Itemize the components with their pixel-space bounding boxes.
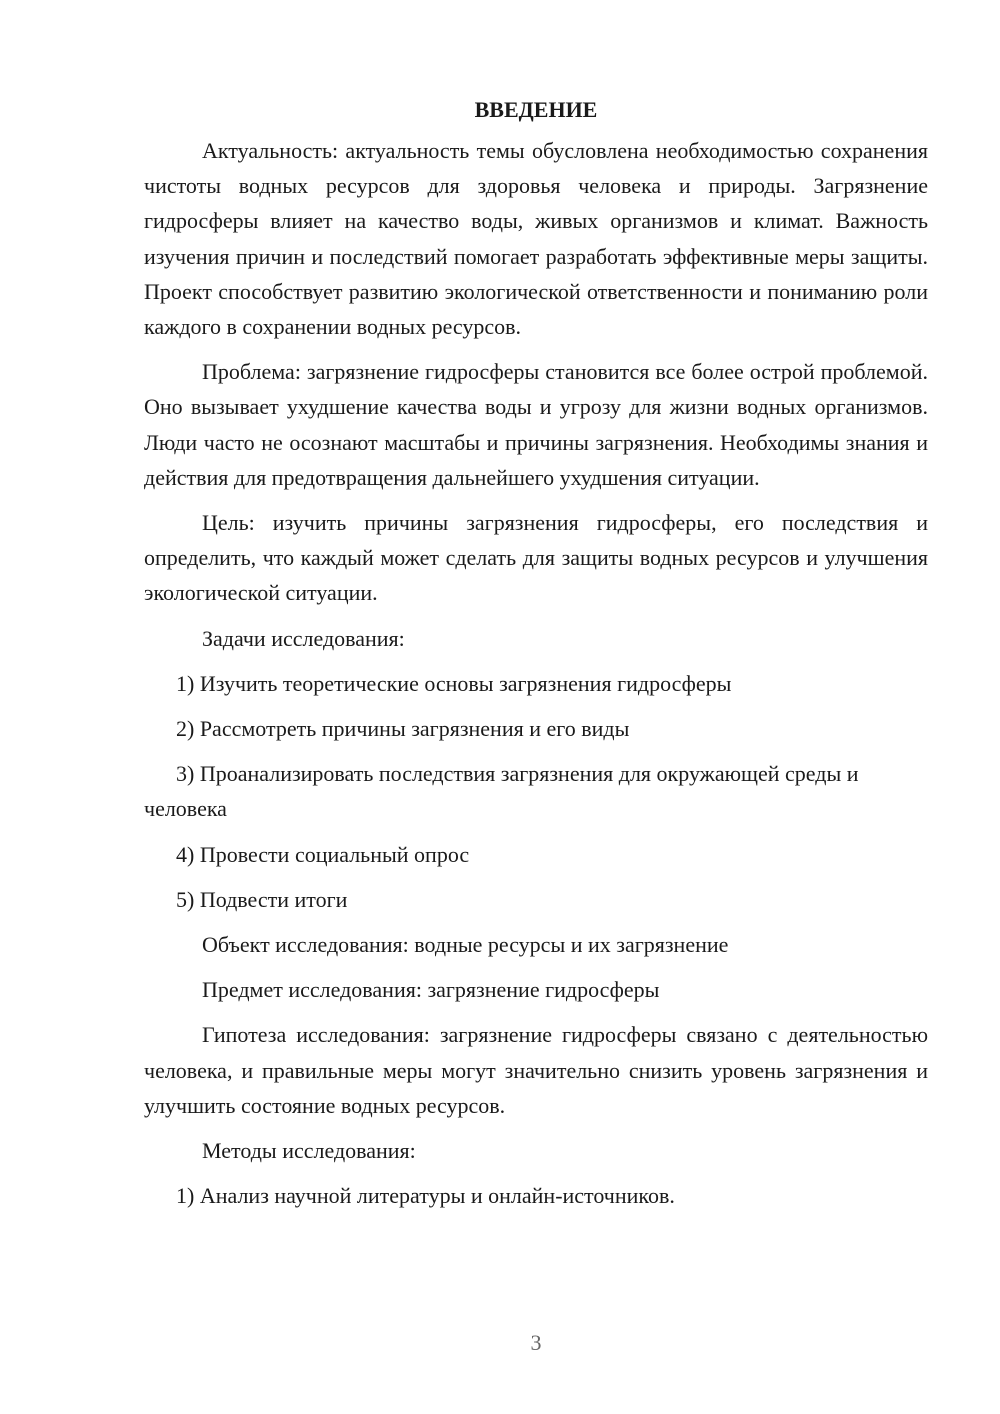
tasks-title: Задачи исследования: — [202, 625, 405, 651]
goal-paragraph: Цель: изучить причины загрязнения гидросферы, его последствия и определить, что каждый может сделать для защиты водных ресурсов и улучшения экологической ситуации. — [144, 510, 928, 606]
page-number: 3 — [530, 1330, 542, 1355]
task-item-3: 3) Проанализировать последствия загрязнения для окружающей среды и человека — [144, 761, 859, 822]
problem-paragraph: Проблема: загрязнение гидросферы становится все более острой проблемой. Оно вызывает ухудшение качества воды и угрозу для жизни водных организмов. Люди часто не осознают масштабы и причины загрязнения. Необходимы знания и действия для предотвращения дальнейшего ухудшения ситуации. — [144, 359, 928, 490]
task-item-4: 4) Провести социальный опрос — [176, 841, 470, 867]
page-content — [144, 92, 928, 1223]
section-heading: ВВЕДЕНИЕ — [474, 97, 598, 122]
hypothesis-paragraph: Гипотеза исследования: загрязнение гидросферы связано с деятельностью человека, и правильные меры могут значительно снизить уровень загрязнения и улучшить состояние водных ресурсов. — [144, 1022, 928, 1118]
task-item-1: 1) Изучить теоретические основы загрязнения гидросферы — [176, 670, 732, 696]
method-item-1: 1) Анализ научной литературы и онлайн-источников. — [176, 1183, 675, 1209]
task-item-5: 5) Подвести итоги — [176, 886, 348, 912]
object-paragraph: Объект исследования: водные ресурсы и их загрязнение — [202, 932, 729, 958]
subject-paragraph: Предмет исследования: загрязнение гидросферы — [202, 977, 660, 1003]
relevance-paragraph: Актуальность: актуальность темы обусловлена необходимостью сохранения чистоты водных ресурсов для здоровья человека и природы. Загрязнение гидросферы влияет на качество воды, живых организмов и климат. Важность изучения причин и последствий помогает разработать эффективные меры защиты. Проект способствует развитию экологической ответственности и пониманию роли каждого в сохранении водных ресурсов. — [144, 138, 928, 340]
methods-title: Методы исследования: — [202, 1138, 416, 1164]
task-item-2: 2) Рассмотреть причины загрязнения и его виды — [176, 716, 630, 742]
